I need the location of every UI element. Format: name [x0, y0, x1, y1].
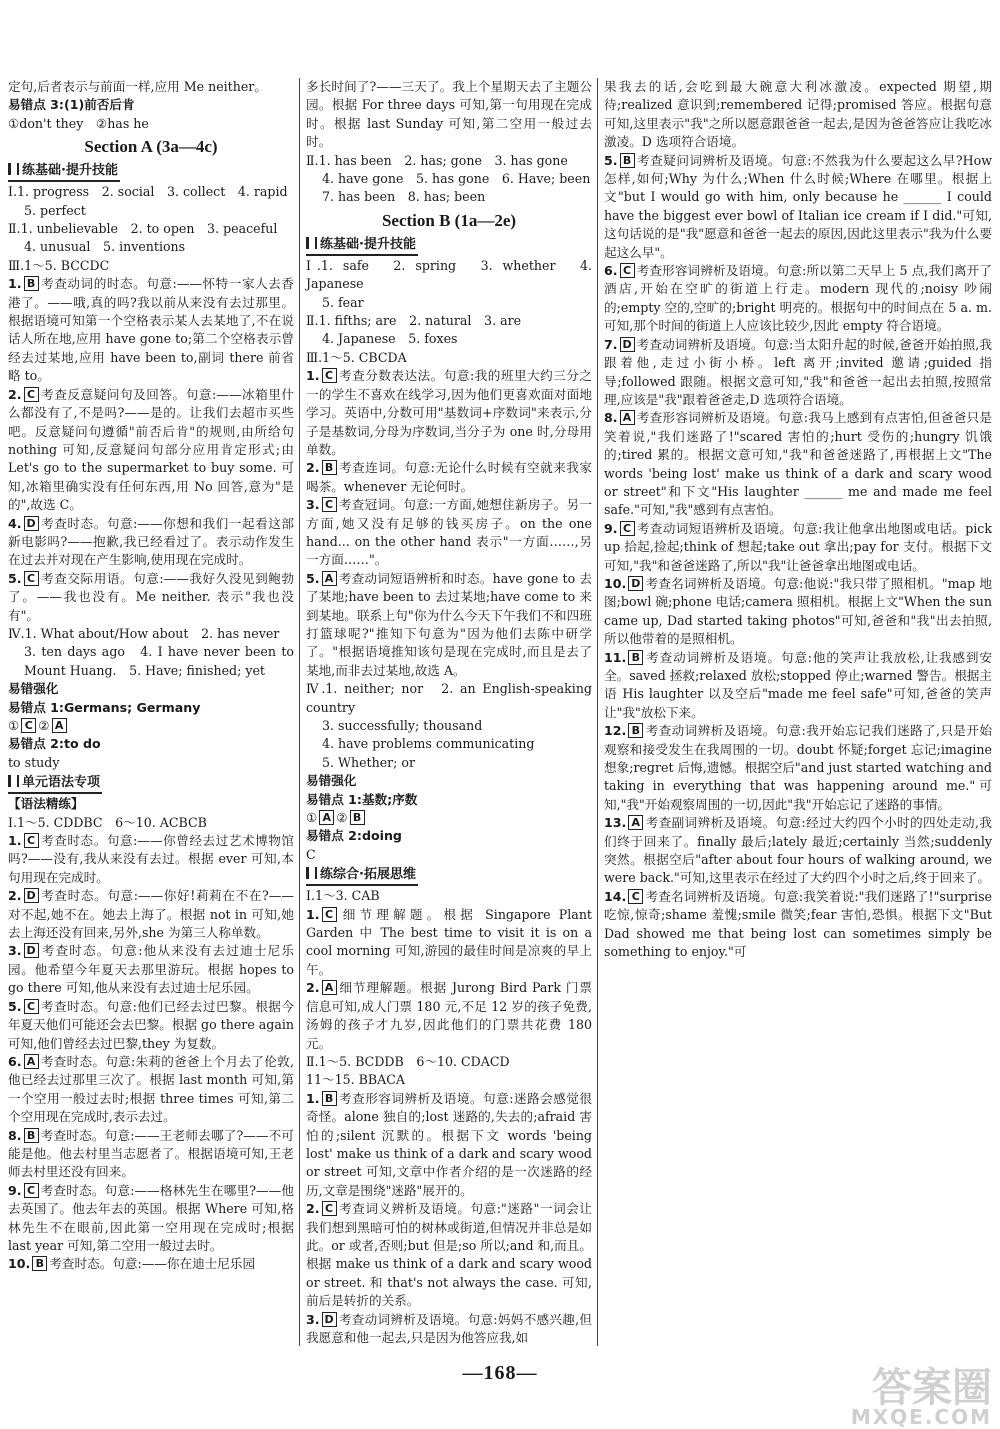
question-number: 12. [604, 723, 627, 739]
explanation-text: 考查动词辨析及语境。句意:他的笑声让我放松,让我感到安全。saved 拯救;relaxed 放松;stopped 停止;warned 警告。根据主语 His laughter 以及空后"made me feel safe"可知,爸爸的笑声让"我"放松下来。 [604, 649, 992, 720]
answer-explanation [604, 649, 992, 723]
answer-box: A [319, 810, 334, 825]
answer-line: 5. fear [322, 294, 364, 310]
text-line: Ⅰ.1～3. CAB [306, 888, 380, 904]
question-number: 6. [604, 263, 618, 279]
text-line: Ⅰ.1. safe 2. spring 3. whether 4. Japanese [306, 257, 592, 292]
answer-box: C [620, 263, 635, 278]
subsection-heading [306, 866, 418, 886]
answer-explanation [8, 386, 294, 515]
answer-box: C [24, 999, 39, 1014]
heading-marker-icon [306, 237, 317, 249]
column-middle [306, 78, 592, 1347]
question-number: 2. [306, 980, 320, 996]
heading-marker-icon [8, 163, 19, 175]
explanation-text: 细节理解题。根据 Jurong Bird Park 门票信息可知,成人门票 180 元,不足 12 岁的孩子免费,汤姆的孩子才九岁,因此他们的门票共花费 180 元。 [306, 980, 592, 1051]
answer-box: C [24, 571, 39, 586]
question-number: 9. [8, 1182, 22, 1198]
subsection-heading-row [306, 864, 592, 887]
text-line: 多长时间了?——三天了。我上个星期天去了主题公园。根据 For three days 可知,第一句用现在完成时。根据 last Sunday 可知,第二空用一般过去时。 [306, 79, 592, 150]
page-number: —168— [462, 1362, 538, 1384]
answer-explanation [306, 459, 592, 496]
column-divider [597, 78, 598, 1346]
explanation-text: 考查动词辨析及语境。句意:当太阳升起的时候,爸爸开始拍照,我跟着他,走过小街小桥。left 离开;invited 邀请;guided 指导;followed 跟随。根据文意可知,"我"和爸爸一起出去拍照,按照常理,应该是"我"跟着爸爸走,D 选项符合语境。 [604, 336, 992, 407]
answer-explanation [604, 814, 992, 888]
answer-box: C [322, 497, 337, 512]
answer-explanation [8, 570, 294, 625]
explanation-text: 考查时态。句意:——你好!莉莉在不在?——对不起,她不在。她去上海了。根据 not in 可知,她去上海还没有回来,另外,she 为第三人称单数。 [8, 888, 294, 941]
question-number: 3. [306, 497, 320, 513]
answer-box: D [322, 1312, 337, 1327]
circled-number: ① [8, 718, 20, 733]
answer-box: C [24, 1183, 39, 1198]
text-line: C [306, 846, 316, 862]
watermark-logo [850, 1365, 992, 1429]
question-number: 9. [604, 520, 618, 536]
subsection-heading-text: 练综合·拓展思维 [320, 867, 416, 883]
explanation-text: 细节理解题。根据 Singapore Plant Garden 中 The best time to visit it is on a cool morning 可知,游园的最佳时间是凉爽的早上午。 [306, 906, 592, 977]
explanation-text: 考查动词短语辨析及语境。句意:我让他拿出地图或电话。pick up 拾起,捡起;think of 想起;take out 拿出;pay for 支付。根据下文可知,"我"和爸爸迷路了,所以"我"让爸爸拿出地图或电话。 [604, 520, 992, 573]
answer-explanation [8, 887, 294, 942]
subsection-heading-row [8, 160, 294, 183]
label-line: 易错点 2:to do [8, 736, 101, 752]
answer-explanation [604, 152, 992, 262]
answer-explanation [604, 575, 992, 649]
question-number: 14. [604, 888, 627, 904]
explanation-text: 考查动词短语辨析和时态。have gone to 去了某地;have been to 去过某地;have come to 来到某地。联系上句"你为什么今天下午我们不和四班打篮球呢?"推知下句意为"因为他们去陈中研学了。"根据语境推知该句是现在完成时,而且是去了某地,而非去过某地,故选 A。 [306, 570, 592, 678]
explanation-text: 考查名词辨析及语境。句意:他说:"我只带了照相机。"map 地图;bowl 碗;phone 电话;camera 照相机。根据上文"When the sun came up, Dad started taking photos"可知,爸爸和"我"出去拍照,所以他带着的是照相机。 [604, 575, 992, 647]
answer-explanation [604, 409, 992, 519]
text-line: 11～15. BBACA [306, 1072, 405, 1088]
subsection-heading [8, 774, 102, 794]
subsection-heading-text: 单元语法专项 [22, 775, 101, 791]
question-number: 5. [8, 570, 22, 586]
subsection-heading-row [306, 234, 592, 257]
subsection-heading-text: 练基础·提升技能 [22, 163, 118, 179]
question-number: 5. [306, 570, 320, 586]
answer-line: 7. has been 8. has; been [322, 189, 486, 205]
question-number: 2. [8, 888, 22, 904]
answer-explanation [306, 979, 592, 1053]
question-number: 7. [604, 336, 618, 352]
answer-box: C [24, 387, 39, 402]
circled-number: ② [336, 810, 348, 826]
answer-box: D [24, 888, 39, 903]
answer-box: B [32, 1256, 47, 1271]
text-line: 果我去的话,会吃到最大碗意大利冰激凌。expected 期望,期待;realized 意识到;remembered 记得;promised 答应。根据句意可知,这里表示"我"之所以愿意跟爸爸一起去,是因为爸爸答应让我吃冰激凌。D 选项符合语境。 [604, 79, 992, 150]
question-number: 5. [8, 998, 22, 1014]
section-heading: Section B (1a—2e) [381, 210, 517, 230]
answer-explanation [8, 1053, 294, 1127]
answer-box: A [52, 718, 67, 733]
section-heading: Section A (3a—4c) [84, 137, 218, 157]
label-line: 易错强化 [8, 681, 59, 697]
label-line: 易错点 3:(1)前否后肯 [8, 97, 135, 113]
answer-explanation [8, 942, 294, 997]
answer-box: A [322, 980, 337, 995]
answer-box: C [620, 521, 635, 536]
heading-marker-icon [306, 867, 317, 879]
answer-explanation [604, 262, 992, 336]
answer-line: 4. unusual 5. inventions [24, 239, 186, 255]
explanation-text: 考查交际用语。句意:——我好久没见到鲍勃了。——我也没有。Me neither. 表示"我也没有"。 [8, 570, 294, 623]
explanation-text: 考查动词辨析及语境。句意:我开始忘记我们迷路了,只是开始观察和接受发生在我周围的一切。doubt 怀疑;forget 忘记;imagine 想象;regret 后悔,遗憾。根据空后"and just started watching and taking in everything that was happening around me."可知,"我"开始观察周围的一切,因此"我"开始忘记了迷路的事情。 [604, 723, 992, 812]
text-line: Ⅱ.1. has been 2. has; gone 3. has gone [306, 152, 568, 168]
explanation-text: 考查时态。句意:——格林先生在哪里?——他去英国了。他去年去的英国。根据 Where 可知,格林先生不在眼前,因此第一空用现在完成时;根据 last year 可知,第二空用一般过去时。 [8, 1182, 294, 1253]
question-number: 4. [8, 515, 22, 531]
text-line: Ⅳ.1. neither; nor 2. an English-speaking country [306, 681, 592, 715]
question-number: 1. [306, 1090, 320, 1106]
answer-box: A [24, 1054, 39, 1069]
label-line: 易错强化 [306, 773, 357, 789]
question-number: 3. [8, 943, 22, 959]
answer-explanation [306, 1311, 592, 1348]
answer-explanation [306, 570, 592, 680]
label-line: 易错点 2:doing [306, 828, 402, 844]
explanation-text: 考查时态。句意:——你曾经去过艺术博物馆吗?——没有,我从来没有去过。根据 ever 可知,本句用现在完成时。 [8, 833, 294, 885]
question-number: 8. [604, 410, 618, 426]
question-number: 1. [8, 276, 22, 292]
answer-explanation [8, 832, 294, 887]
subsection-heading-text: 练基础·提升技能 [320, 236, 416, 252]
answer-line: 5. perfect [24, 202, 86, 218]
answer-explanation [306, 1090, 592, 1200]
explanation-text: 考查时态。句意:——王老师去哪了?——不可能是他。他去村里当志愿者了。根据语境可知,王老师去村里还没有回来。 [8, 1127, 294, 1180]
text-line: Ⅱ.1. fifths; are 2. natural 3. are [306, 313, 522, 329]
boxed-answers [306, 809, 592, 827]
answer-box: A [620, 410, 635, 425]
answer-line: 4. Japanese 5. foxes [322, 331, 458, 347]
answer-explanation [8, 275, 294, 385]
explanation-text: 考查副词辨析及语境。句意:经过大约四个小时的四处走动,我们终于回来了。finally 最后;lately 最近;certainly 当然;suddenly 突然。根据空后"after about four hours of walking around, we were back."可知,这里表示在经过了大约四个小时之后,终于回来了。 [604, 815, 992, 886]
answer-box: B [24, 276, 39, 291]
subsection-heading [306, 236, 418, 256]
answer-explanation [8, 1127, 294, 1182]
answer-explanation [306, 367, 592, 459]
answer-box: C [322, 1201, 337, 1216]
answer-explanation [8, 998, 294, 1053]
explanation-text: 考查形容词辨析及语境。句意:所以第二天早上 5 点,我们离开了酒店,开始在空旷的街道上行走。modern 现代的;noisy 吵闹的;empty 空的,空旷的;bright 明亮的。根据句中的时间点在 5 a. m. 可知,那个时间的街道上人应该比较少,因此 empty 符合语境。 [604, 263, 992, 334]
answer-box: B [24, 1128, 39, 1143]
heading-marker-icon [8, 775, 19, 787]
answer-box: A [628, 815, 643, 830]
column-left [8, 78, 294, 1274]
text-line: Ⅱ.1. unbelievable 2. to open 3. peaceful [8, 221, 278, 237]
answer-line: 4. have problems communicating [322, 736, 535, 752]
boxed-answers [8, 717, 294, 735]
label-line: 易错点 1:基数;序数 [306, 791, 418, 807]
watermark-text: 答案圈 [872, 1365, 992, 1411]
explanation-text: 考查冠词。句意:一方面,她想住新房子。另一方面,她又没有足够的钱买房子。on the one hand... on the other hand 表示"一方面……,另一方面……"。 [306, 497, 592, 568]
text-line: to study [8, 754, 60, 770]
explanation-text: 考查动词辨析及语境。句意:妈妈不感兴趣,但我愿意和他一起去,只是因为他答应我,如 [306, 1311, 592, 1345]
explanation-text: 考查时态。句意:——你在迪士尼乐园 [49, 1256, 256, 1272]
answer-box: C [628, 889, 643, 904]
text-line: Ⅳ.1. What about/How about 2. has never [8, 625, 280, 641]
answer-explanation [8, 515, 294, 570]
watermark-url: MXQE.COM [850, 1405, 992, 1429]
label-line: 【语法精练】 [8, 796, 84, 812]
answer-box: B [620, 153, 635, 168]
explanation-text: 考查形容词辨析及语境。句意:迷路会感觉很奇怪。alone 独自的;lost 迷路的,失去的;afraid 害怕的;silent 沉默的。根据下文 words 'being lost' make us think of a dark and scary wood or street 可知,文章中作者介绍的是一次迷路的经历,文章是围绕"迷路"展开的。 [306, 1090, 592, 1198]
explanation-text: 考查时态。句意:朱莉的爸爸上个月去了伦敦,他已经去过那里三次了。根据 last month 可知,第一个空用一般过去时;根据 three times 可知,第二个空用现在完成时,表示去过。 [8, 1053, 294, 1125]
question-number: 3. [306, 1311, 320, 1327]
question-number: 2. [306, 1201, 320, 1217]
answer-explanation [604, 722, 992, 814]
explanation-text: 考查反意疑问句及回答。句意:——冰箱里什么都没有了,不是吗?——是的。让我们去超市买些吧。反意疑问句遵循"前否后肯"的规则,由所给句 nothing 可知,反意疑问句部分应用肯定形式;由 Let's go to the supermarket to buy some. 可知,冰箱里确实没有任何东西,用 No 回答,意为"是的",故选 C。 [8, 386, 294, 513]
answer-box: B [322, 460, 337, 475]
answer-explanation [306, 496, 592, 570]
answer-explanation [306, 906, 592, 980]
circled-number: ① [306, 810, 318, 826]
answer-box: C [21, 718, 36, 733]
question-number: 8. [8, 1127, 22, 1143]
explanation-text: 考查动词的时态。句意:——怀特一家人去香港了。——哦,真的吗?我以前从来没有去过那里。根据语境可知第一个空格表示某人去某地了,不在说话人所在地,应用 have gone to;第二个空格表示曾经去过某地,应用 have been to,副词 there 前省略 to。 [8, 276, 294, 384]
column-right [604, 78, 992, 962]
text-line: Ⅰ.1. progress 2. social 3. collect 4. rapid [8, 184, 288, 200]
question-number: 13. [604, 815, 627, 831]
answer-line: 4. have gone 5. has gone 6. Have; been [322, 171, 591, 187]
answer-line: 3. ten days ago 4. I have never been to Mount Huang. 5. Have; finished; yet [24, 644, 294, 678]
answer-explanation [8, 1182, 294, 1256]
text-line: Ⅲ.1～5. BCCDC [8, 257, 110, 273]
answer-box: D [24, 943, 39, 958]
text-line: 定句,后者表示与前面一样,应用 Me neither。 [8, 79, 267, 94]
answer-box: B [350, 810, 365, 825]
text-line: ①don't they ②has he [8, 115, 149, 131]
answer-box: B [628, 650, 643, 665]
text-line: Ⅲ.1～5. CBCDA [306, 349, 407, 365]
question-number: 2. [8, 386, 22, 402]
answer-line: 5. Whether; or [322, 754, 416, 770]
answer-explanation [8, 1255, 294, 1273]
question-number: 1. [306, 368, 320, 384]
question-number: 1. [306, 906, 320, 922]
subsection-heading-row [8, 772, 294, 795]
answer-box: D [628, 576, 643, 591]
question-number: 2. [306, 460, 320, 476]
question-number: 10. [8, 1256, 31, 1272]
answer-explanation [604, 336, 992, 410]
answer-explanation [604, 520, 992, 575]
answer-box: D [620, 337, 635, 352]
explanation-text: 考查疑问词辨析及语境。句意:不然我为什么要起这么早?How 怎样,如何;Why 为什么;When 什么时候;Where 在哪里。根据上文"but I would go with him, only because he ______ I could have the biggest ever bowl of Italian ice cream if I did."可知,这句话说的是"我"愿意和爸爸一起去的原因,因此这里表示"我为什么要起这么早"。 [604, 152, 992, 260]
text-line: Ⅱ.1～5. BCDDB 6～10. CDACD [306, 1053, 510, 1069]
answer-line: 3. successfully; thousand [322, 718, 483, 733]
question-number: 11. [604, 649, 627, 665]
answer-box: D [24, 516, 39, 531]
column-divider [299, 78, 300, 1346]
explanation-text: 考查形容词辨析及语境。句意:我马上感到有点害怕,但爸爸只是笑着说,"我们迷路了!"scared 害怕的;hurt 受伤的;hungry 饥饿的;tired 累的。根据文意可知,"我"和爸爸迷路了,再根据上文"The words 'being lost' make us think of a dark and scary wood or street"和下文"His laughter ______ me and made me feel safe."可知,"我"感到有点害怕。 [604, 410, 992, 518]
explanation-text: 考查词义辨析及语境。句意:"迷路"一词会让我们想到黑暗可怕的树林或街道,但情况并非总是如此。or 或者,否则;but 但是;so 所以;and 和,而且。根据 make us think of a dark and scary wood or street. 和 that's not always the case. 可知,前后是转折的关系。 [306, 1201, 592, 1309]
explanation-text: 考查时态。句意:他们已经去过巴黎。根据今年夏天他们可能还会去巴黎。根据 go there again 可知,他们曾经去过巴黎,they 为复数。 [8, 998, 294, 1051]
answer-explanation [306, 1200, 592, 1310]
answer-box: A [322, 571, 337, 586]
explanation-text: 考查时态。句意:——你想和我们一起看这部新电影吗?——抱歉,我已经看过了。表示动作发生在过去并对现在产生影响,使用现在完成时。 [8, 515, 294, 568]
circled-number: ② [38, 718, 50, 733]
label-line: 易错点 1:Germans; Germany [8, 699, 201, 715]
answer-box: C [322, 368, 337, 383]
question-number: 5. [604, 152, 618, 168]
question-number: 6. [8, 1053, 22, 1069]
explanation-text: 考查时态。句意:他从来没有去过迪士尼乐园。他希望今年夏天去那里游玩。根据 hopes to go there 可知,他从来没有去过迪士尼乐园。 [8, 943, 294, 996]
explanation-text: 考查连词。句意:无论什么时候有空就来我家喝茶。whenever 无论何时。 [306, 460, 592, 494]
explanation-text: 考查名词辨析及语境。句意:我笑着说:"我们迷路了!"surprise 吃惊,惊奇;shame 羞愧;smile 微笑;fear 害怕,恐惧。根据下文"But Dad showed me that being lost can sometimes simply be something to enjoy."可 [604, 888, 992, 960]
answer-box: B [628, 723, 643, 738]
answer-box: C [24, 833, 39, 848]
answer-explanation [604, 888, 992, 962]
answer-box: C [322, 907, 337, 922]
explanation-text: 考查分数表达法。句意:我的班里大约三分之一的学生不喜欢在线学习,因为他们更喜欢面对面地学习。英语中,分数可用"基数词+序数词"来表示,分子是基数词,分母为序数词,当分子为 one 时,分母用单数。 [306, 368, 592, 457]
question-number: 1. [8, 833, 22, 849]
question-number: 10. [604, 575, 627, 591]
subsection-heading [8, 162, 120, 182]
answer-box: B [322, 1091, 337, 1106]
text-line: Ⅰ.1～5. CDDBC 6～10. ACBCB [8, 814, 207, 830]
